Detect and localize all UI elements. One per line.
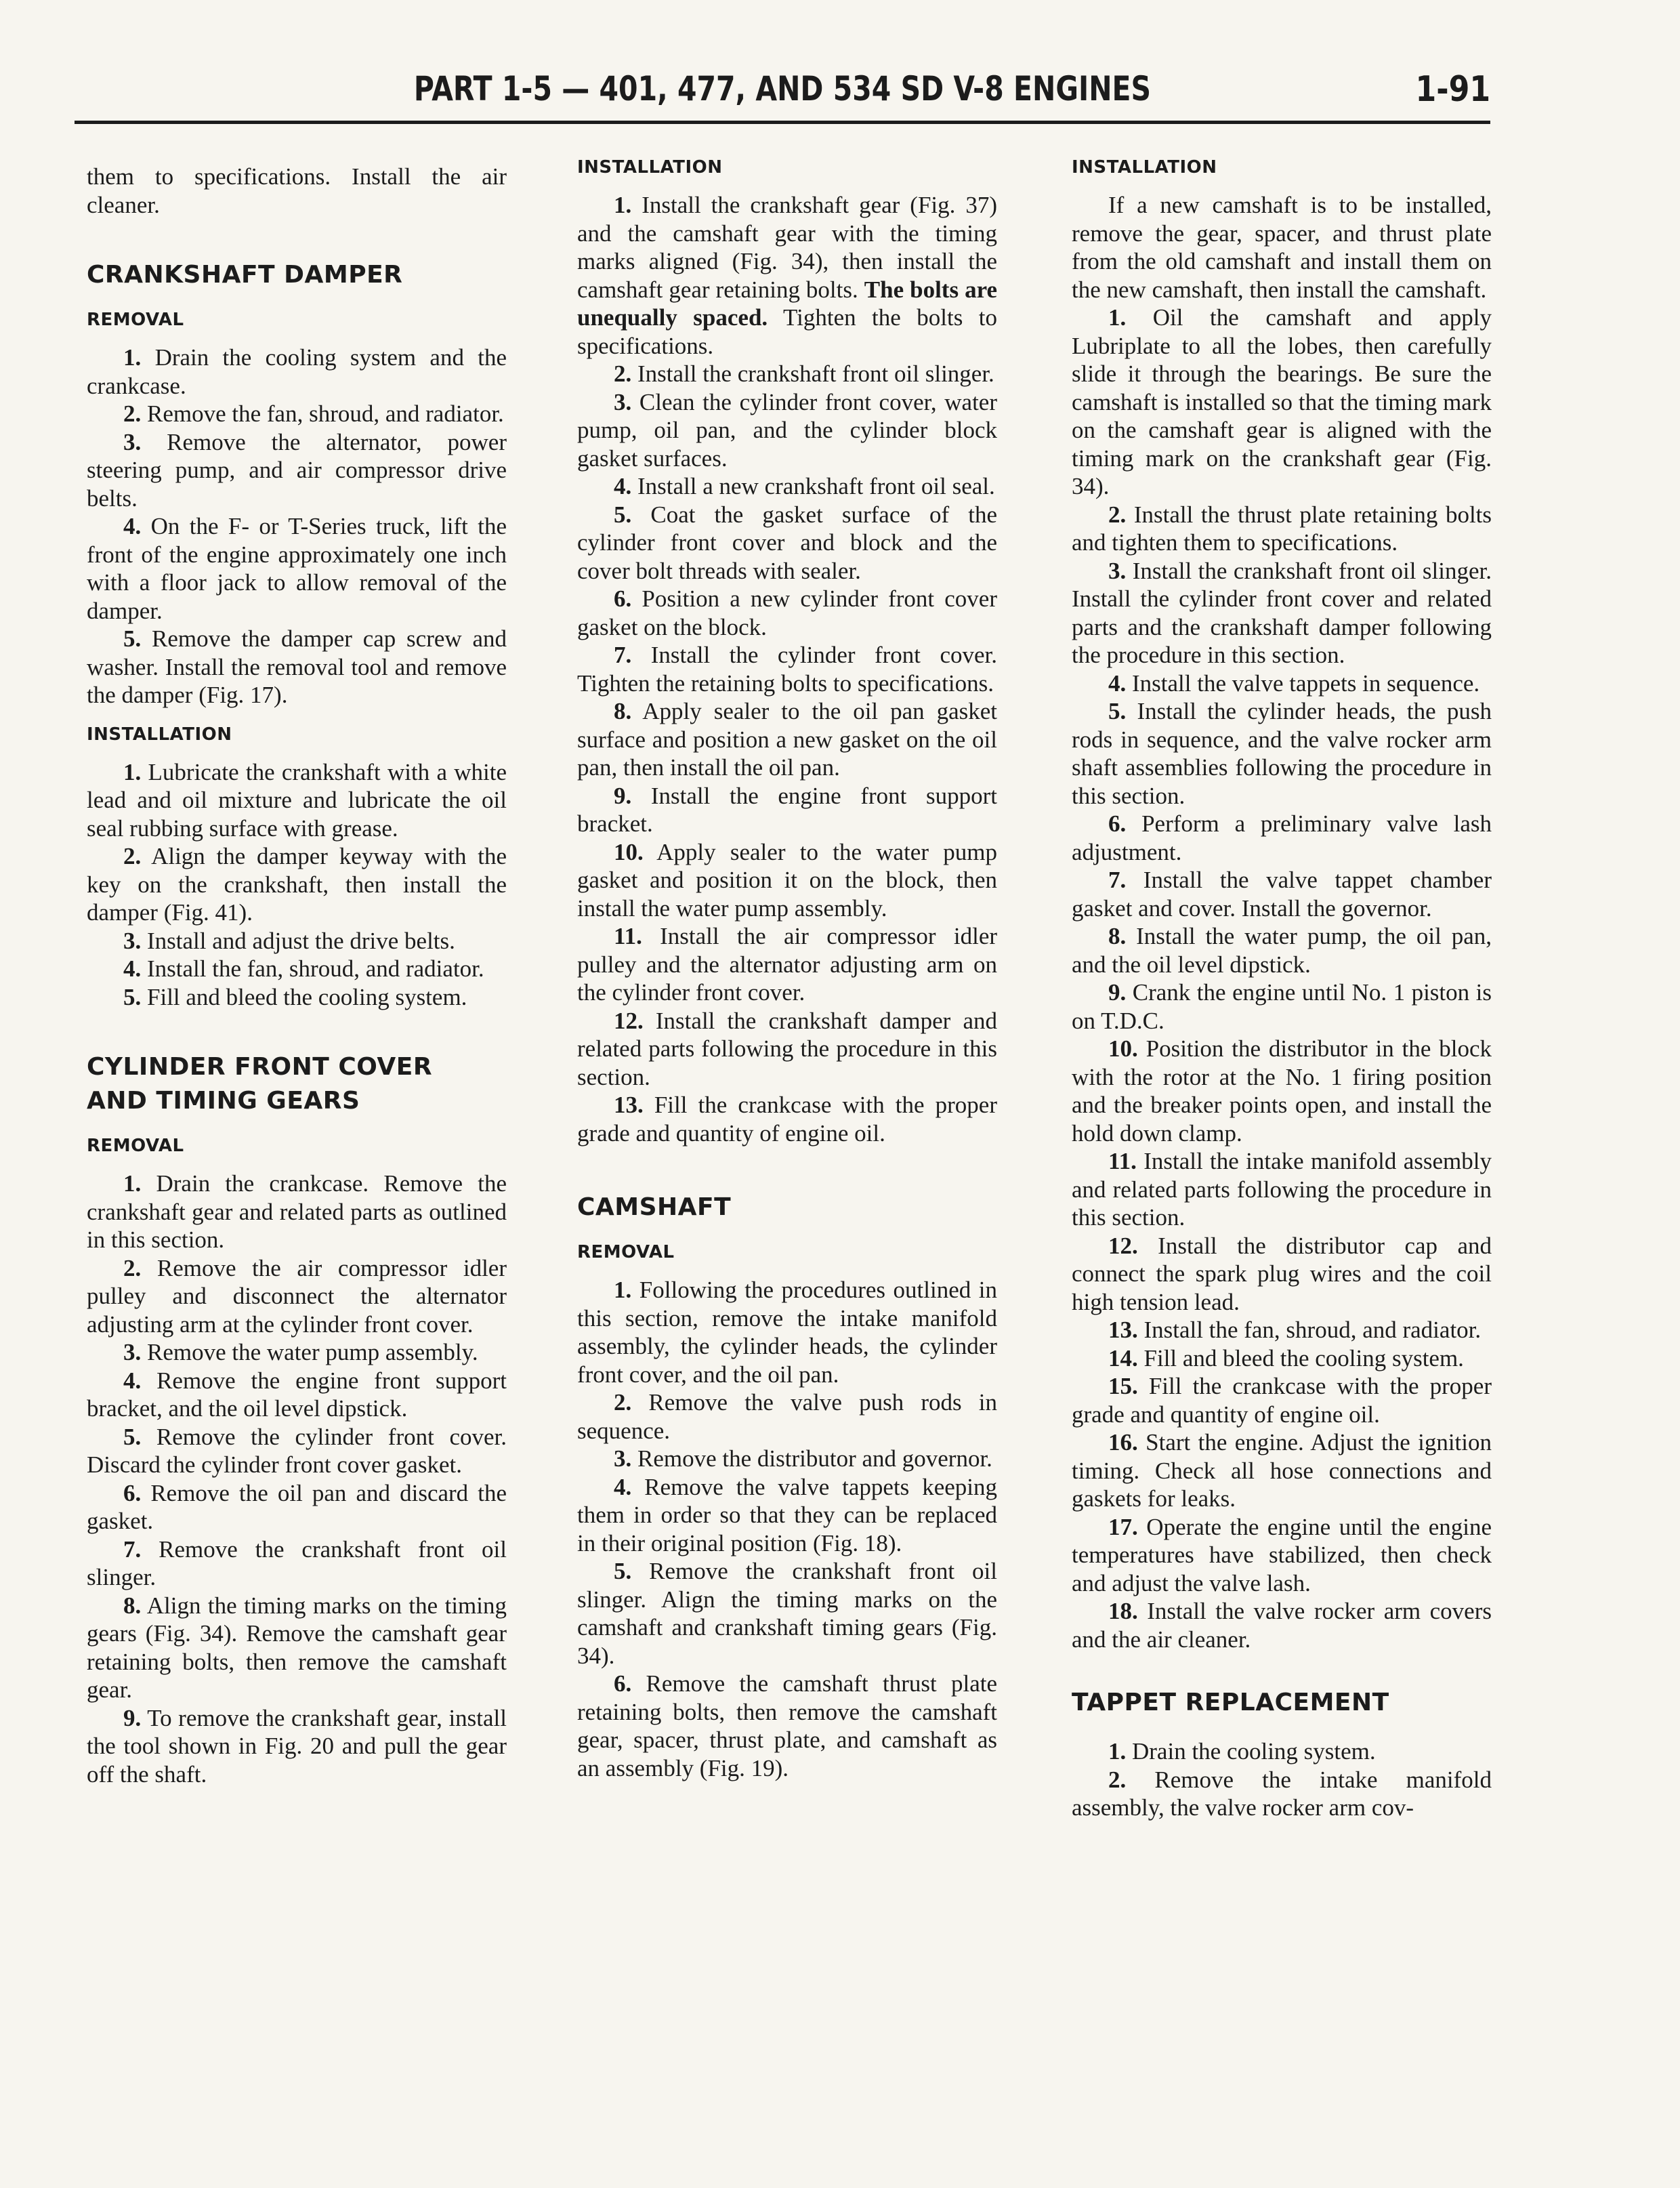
step-number: 8. bbox=[1108, 923, 1127, 949]
step-paragraph bbox=[87, 983, 507, 1012]
step-paragraph bbox=[577, 1007, 997, 1092]
step-number: 12. bbox=[614, 1007, 644, 1034]
step-paragraph bbox=[577, 697, 997, 782]
step-text: Remove the air compressor idler pulley and disconnect the alternator adjusting arm at the cylinder front cover. bbox=[87, 1254, 507, 1338]
step-text: Remove the crankshaft front oil slinger. Align the timing marks on the camshaft and crankshaft timing gears (Fig. 34). bbox=[577, 1558, 997, 1669]
step-number: 17. bbox=[1108, 1513, 1138, 1540]
step-text: Install the crankshaft front oil slinger. bbox=[637, 360, 994, 387]
step-paragraph bbox=[577, 641, 997, 697]
step-number: 7. bbox=[614, 642, 632, 668]
step-paragraph bbox=[87, 344, 507, 400]
step-number: 6. bbox=[1108, 810, 1127, 837]
step-paragraph bbox=[1072, 557, 1492, 669]
step-text: Install the crankshaft gear (Fig. 37) and the camshaft gear with the timing marks aligned (Fig. 34), then install the camshaft gear retaining bolts. bbox=[577, 192, 997, 303]
subheading-installation: INSTALLATION bbox=[1072, 157, 1217, 178]
step-text: Remove the damper cap screw and washer. Install the removal tool and remove the damper (Fig. 17). bbox=[87, 625, 507, 708]
step-paragraph bbox=[87, 512, 507, 625]
step-text: Start the engine. Adjust the ignition timing. Check all hose connections and gaskets for leaks. bbox=[1072, 1429, 1492, 1512]
step-paragraph bbox=[577, 1445, 997, 1473]
step-text: Install the air compressor idler pulley and the alternator adjusting arm on the cylinder front cover. bbox=[577, 923, 998, 1006]
step-number: 1. bbox=[123, 758, 142, 785]
step-paragraph bbox=[577, 1276, 997, 1388]
step-paragraph bbox=[87, 1704, 507, 1789]
step-text: Perform a preliminary valve lash adjustment. bbox=[1072, 810, 1492, 865]
step-text: Fill the crankcase with the proper grade and quantity of engine oil. bbox=[1072, 1373, 1492, 1428]
step-text: Install the fan, shroud, and radiator. bbox=[147, 955, 484, 982]
subheading-removal: REMOVAL bbox=[87, 310, 184, 330]
step-paragraph bbox=[577, 360, 997, 388]
step-paragraph bbox=[577, 501, 997, 585]
step-number: 6. bbox=[614, 1670, 632, 1697]
heading-line: CYLINDER FRONT COVER bbox=[87, 1053, 433, 1081]
step-number: 2. bbox=[614, 360, 632, 387]
step-paragraph bbox=[577, 922, 997, 1007]
step-text: Install the intake manifold assembly and related parts following the procedure in this section. bbox=[1072, 1148, 1492, 1231]
intro-text: them to specifications. Install the air cleaner. bbox=[87, 163, 507, 218]
step-number: 14. bbox=[1108, 1344, 1138, 1371]
step-number: 1. bbox=[123, 1170, 142, 1197]
step-paragraph bbox=[577, 1388, 997, 1445]
step-text: Install the valve tappets in sequence. bbox=[1132, 669, 1480, 697]
step-number: 4. bbox=[123, 955, 142, 982]
step-list bbox=[577, 1276, 997, 1782]
step-text: Lubricate the crankshaft with a white lead and oil mixture and lubricate the oil seal rubbing surface with grease. bbox=[87, 758, 507, 842]
step-paragraph bbox=[1072, 669, 1492, 698]
step-text: Clean the cylinder front cover, water pump, oil pan, and the cylinder block gasket surfaces. bbox=[577, 388, 997, 472]
step-text: Install the distributor cap and connect the spark plug wires and the coil high tension lead. bbox=[1072, 1232, 1492, 1315]
step-number: 2. bbox=[614, 1389, 632, 1416]
step-number: 11. bbox=[1108, 1148, 1137, 1174]
step-paragraph bbox=[1072, 1372, 1492, 1428]
step-emphasis: The bolts are unequally spaced. bbox=[577, 276, 998, 331]
step-number: 4. bbox=[614, 1473, 632, 1500]
subheading-removal: REMOVAL bbox=[577, 1242, 675, 1262]
step-text: Fill and bleed the cooling system. bbox=[147, 983, 467, 1010]
step-text: Install the thrust plate retaining bolts and tighten them to specifications. bbox=[1072, 501, 1492, 556]
step-number: 10. bbox=[1108, 1035, 1138, 1062]
step-number: 4. bbox=[123, 1367, 142, 1394]
column-1 bbox=[87, 163, 507, 1788]
step-text: Install a new crankshaft front oil seal. bbox=[637, 473, 995, 499]
step-text: Install the fan, shroud, and radiator. bbox=[1143, 1317, 1482, 1343]
step-list bbox=[1072, 304, 1492, 1653]
step-number: 9. bbox=[1108, 979, 1127, 1006]
step-number: 7. bbox=[1108, 867, 1127, 893]
step-text: Remove the alternator, power steering pump, and air compressor drive belts. bbox=[87, 428, 507, 512]
step-text: Remove the valve push rods in sequence. bbox=[577, 1389, 997, 1444]
step-number: 1. bbox=[614, 1277, 632, 1303]
step-number: 4. bbox=[614, 473, 632, 499]
step-number: 7. bbox=[123, 1535, 142, 1563]
step-text: Tighten the bolts to specifications. bbox=[577, 304, 997, 359]
subheading-removal: REMOVAL bbox=[87, 1136, 184, 1156]
step-number: 5. bbox=[1108, 698, 1127, 724]
step-number: 15. bbox=[1108, 1373, 1138, 1399]
heading-line: AND TIMING GEARS bbox=[87, 1087, 360, 1115]
step-number: 5. bbox=[614, 501, 632, 528]
step-text: Oil the camshaft and apply Lubriplate to all the lobes, then carefully slide it through the bearings. Be sure the camshaft is installed so that the timing mark on the camshaft gear is aligned with the timing mark on the crankshaft gear (Fig. 34). bbox=[1072, 304, 1492, 499]
step-paragraph bbox=[87, 1479, 507, 1535]
step-list bbox=[87, 344, 507, 709]
step-text: Remove the fan, shroud, and radiator. bbox=[147, 400, 504, 427]
step-number: 3. bbox=[123, 428, 142, 455]
step-number: 1. bbox=[1108, 1738, 1127, 1764]
step-list bbox=[1072, 1737, 1492, 1822]
step-paragraph bbox=[1072, 697, 1492, 810]
step-number: 5. bbox=[123, 625, 142, 652]
step-number: 5. bbox=[123, 983, 142, 1010]
step-list bbox=[87, 1170, 507, 1788]
step-text: Apply sealer to the oil pan gasket surface and position a new gasket on the oil pan, then install the oil pan. bbox=[577, 698, 997, 781]
step-paragraph bbox=[87, 625, 507, 709]
step-number: 5. bbox=[614, 1558, 632, 1584]
step-text: Remove the engine front support bracket, and the oil level dipstick. bbox=[87, 1367, 507, 1422]
step-number: 2. bbox=[1108, 501, 1127, 528]
step-number: 2. bbox=[123, 400, 142, 427]
step-paragraph bbox=[87, 758, 507, 843]
step-text: Drain the crankcase. Remove the crankshaft gear and related parts as outlined in this section. bbox=[87, 1170, 507, 1253]
step-number: 8. bbox=[123, 1592, 142, 1619]
subheading-installation: INSTALLATION bbox=[87, 724, 232, 745]
step-paragraph bbox=[1072, 1035, 1492, 1147]
step-text: Position the distributor in the block with the rotor at the No. 1 firing position and the breaker points open, and install the hold down clamp. bbox=[1072, 1035, 1492, 1147]
step-text: Following the procedures outlined in this section, remove the intake manifold assembly, the cylinder heads, the cylinder front cover, and the oil pan. bbox=[577, 1277, 998, 1388]
step-paragraph bbox=[1072, 1147, 1492, 1232]
step-number: 1. bbox=[123, 344, 142, 371]
step-number: 13. bbox=[614, 1092, 644, 1118]
step-number: 10. bbox=[614, 838, 644, 865]
step-paragraph bbox=[1072, 304, 1492, 501]
step-paragraph bbox=[87, 1170, 507, 1254]
step-paragraph bbox=[1072, 1344, 1492, 1373]
step-text: Fill the crankcase with the proper grade and quantity of engine oil. bbox=[577, 1092, 997, 1147]
section-heading-camshaft: CAMSHAFT bbox=[577, 1193, 732, 1221]
step-paragraph bbox=[577, 1557, 997, 1670]
running-title: PART 1-5 — 401, 477, AND 534 SD V-8 ENGINES bbox=[413, 69, 1152, 108]
step-number: 13. bbox=[1108, 1317, 1138, 1343]
step-paragraph bbox=[1072, 1316, 1492, 1344]
step-number: 1. bbox=[1108, 304, 1127, 331]
page-header bbox=[75, 62, 1490, 124]
step-paragraph bbox=[87, 428, 507, 513]
step-paragraph bbox=[87, 400, 507, 428]
step-number: 9. bbox=[614, 782, 632, 809]
step-number: 3. bbox=[123, 927, 142, 954]
step-text: Remove the crankshaft front oil slinger. bbox=[87, 1535, 507, 1590]
step-number: 16. bbox=[1108, 1429, 1138, 1456]
step-paragraph bbox=[577, 585, 997, 641]
step-paragraph bbox=[577, 388, 997, 473]
step-number: 2. bbox=[1108, 1766, 1127, 1793]
step-text: Remove the distributor and governor. bbox=[637, 1445, 992, 1472]
step-text: Remove the camshaft thrust plate retaining bolts, then remove the camshaft gear, spacer, thrust plate, and camshaft as an assembly (Fig. 19). bbox=[577, 1670, 998, 1781]
step-number: 3. bbox=[614, 388, 632, 415]
step-paragraph bbox=[1072, 810, 1492, 866]
section-heading-tappet-replacement: TAPPET REPLACEMENT bbox=[1072, 1689, 1389, 1716]
step-paragraph bbox=[577, 472, 997, 501]
step-paragraph bbox=[87, 1367, 507, 1423]
column-2 bbox=[577, 157, 998, 1782]
step-text: Remove the water pump assembly. bbox=[147, 1339, 478, 1365]
step-paragraph bbox=[87, 1338, 507, 1367]
step-paragraph bbox=[577, 1670, 997, 1782]
step-number: 18. bbox=[1108, 1598, 1138, 1624]
step-paragraph bbox=[87, 842, 507, 927]
step-text: Install the crankshaft damper and related parts following the procedure in this section. bbox=[577, 1007, 998, 1090]
step-paragraph bbox=[1072, 1597, 1492, 1653]
column-3 bbox=[1072, 157, 1492, 1822]
step-text: Align the damper keyway with the key on the crankshaft, then install the damper (Fig. 41). bbox=[87, 843, 507, 926]
step-paragraph bbox=[1072, 1232, 1492, 1317]
subheading-installation: INSTALLATION bbox=[577, 157, 723, 178]
step-paragraph bbox=[1072, 501, 1492, 557]
step-paragraph bbox=[1072, 1513, 1492, 1598]
step-paragraph bbox=[577, 191, 997, 360]
step-number: 4. bbox=[123, 513, 142, 539]
step-text: Remove the oil pan and discard the gasket. bbox=[87, 1479, 507, 1534]
step-paragraph bbox=[87, 955, 507, 983]
step-paragraph bbox=[87, 1592, 507, 1704]
step-paragraph bbox=[1072, 1766, 1492, 1822]
step-text: Install and adjust the drive belts. bbox=[147, 927, 455, 954]
step-text: Install the valve rocker arm covers and the air cleaner. bbox=[1072, 1598, 1492, 1653]
step-number: 1. bbox=[614, 192, 632, 218]
step-text: Install the crankshaft front oil slinger. Install the cylinder front cover and related parts and the crankshaft damper following the procedure in this section. bbox=[1072, 557, 1492, 668]
step-list bbox=[87, 758, 507, 1012]
step-number: 3. bbox=[1108, 557, 1127, 584]
step-text: Crank the engine until No. 1 piston is on T.D.C. bbox=[1072, 979, 1492, 1034]
step-number: 3. bbox=[123, 1339, 142, 1365]
step-text: Drain the cooling system and the crankcase. bbox=[87, 344, 507, 399]
step-number: 11. bbox=[614, 923, 642, 949]
step-number: 8. bbox=[614, 698, 632, 724]
step-number: 5. bbox=[123, 1423, 142, 1450]
section-heading-front-cover bbox=[87, 1050, 507, 1118]
step-text: Apply sealer to the water pump gasket and position it on the block, then install the water pump assembly. bbox=[577, 838, 997, 922]
step-list bbox=[577, 191, 997, 1147]
step-paragraph bbox=[1072, 978, 1492, 1035]
step-text: Install the cylinder heads, the push rods in sequence, and the valve rocker arm shaft assemblies following the procedure in this section. bbox=[1072, 698, 1492, 809]
step-text: Install the engine front support bracket. bbox=[577, 782, 997, 837]
step-text: Align the timing marks on the timing gears (Fig. 34). Remove the camshaft gear retaining bolts, then remove the camshaft gear. bbox=[87, 1592, 507, 1703]
step-text: To remove the crankshaft gear, install the tool shown in Fig. 20 and pull the gear off the shaft. bbox=[87, 1704, 507, 1788]
intro-text: If a new camshaft is to be installed, remove the gear, spacer, and thrust plate from the old camshaft and install them on the new camshaft, then install the camshaft. bbox=[1072, 192, 1492, 303]
step-paragraph bbox=[1072, 1737, 1492, 1766]
step-number: 2. bbox=[123, 1254, 142, 1281]
step-text: Operate the engine until the engine temperatures have stabilized, then check and adjust the valve lash. bbox=[1072, 1513, 1492, 1596]
step-paragraph bbox=[87, 1423, 507, 1479]
page-number: 1-91 bbox=[1415, 69, 1490, 110]
step-paragraph bbox=[1072, 866, 1492, 922]
step-number: 6. bbox=[614, 585, 632, 612]
step-number: 3. bbox=[614, 1445, 632, 1472]
step-text: Remove the cylinder front cover. Discard the cylinder front cover gasket. bbox=[87, 1423, 507, 1478]
step-text: Install the cylinder front cover. Tighten the retaining bolts to specifications. bbox=[577, 642, 997, 697]
step-text: Coat the gasket surface of the cylinder front cover and block and the cover bolt threads with sealer. bbox=[577, 501, 997, 584]
step-text: Remove the valve tappets keeping them in order so that they can be replaced in their original position (Fig. 18). bbox=[577, 1473, 998, 1556]
step-text: On the F- or T-Series truck, lift the front of the engine approximately one inch with a floor jack to allow removal of the damper. bbox=[87, 513, 507, 624]
step-paragraph bbox=[577, 1091, 997, 1147]
step-number: 6. bbox=[123, 1479, 142, 1506]
step-number: 4. bbox=[1108, 669, 1127, 697]
step-paragraph bbox=[577, 1473, 997, 1558]
step-paragraph bbox=[87, 1254, 507, 1339]
step-text: Drain the cooling system. bbox=[1132, 1738, 1376, 1764]
step-paragraph bbox=[87, 927, 507, 955]
step-paragraph bbox=[577, 838, 997, 923]
step-number: 2. bbox=[123, 843, 142, 869]
step-paragraph bbox=[1072, 922, 1492, 978]
step-number: 12. bbox=[1108, 1232, 1138, 1259]
step-paragraph bbox=[1072, 1428, 1492, 1513]
step-text: Install the valve tappet chamber gasket and cover. Install the governor. bbox=[1072, 867, 1492, 922]
step-paragraph bbox=[87, 1535, 507, 1592]
step-text: Remove the intake manifold assembly, the valve rocker arm cov- bbox=[1072, 1766, 1492, 1821]
step-text: Install the water pump, the oil pan, and the oil level dipstick. bbox=[1072, 923, 1492, 978]
step-text: Position a new cylinder front cover gasket on the block. bbox=[577, 585, 997, 640]
step-number: 9. bbox=[123, 1704, 142, 1731]
section-heading-crankshaft-damper: CRANKSHAFT DAMPER bbox=[87, 261, 403, 289]
step-text: Fill and bleed the cooling system. bbox=[1143, 1344, 1464, 1371]
step-paragraph bbox=[577, 782, 997, 838]
